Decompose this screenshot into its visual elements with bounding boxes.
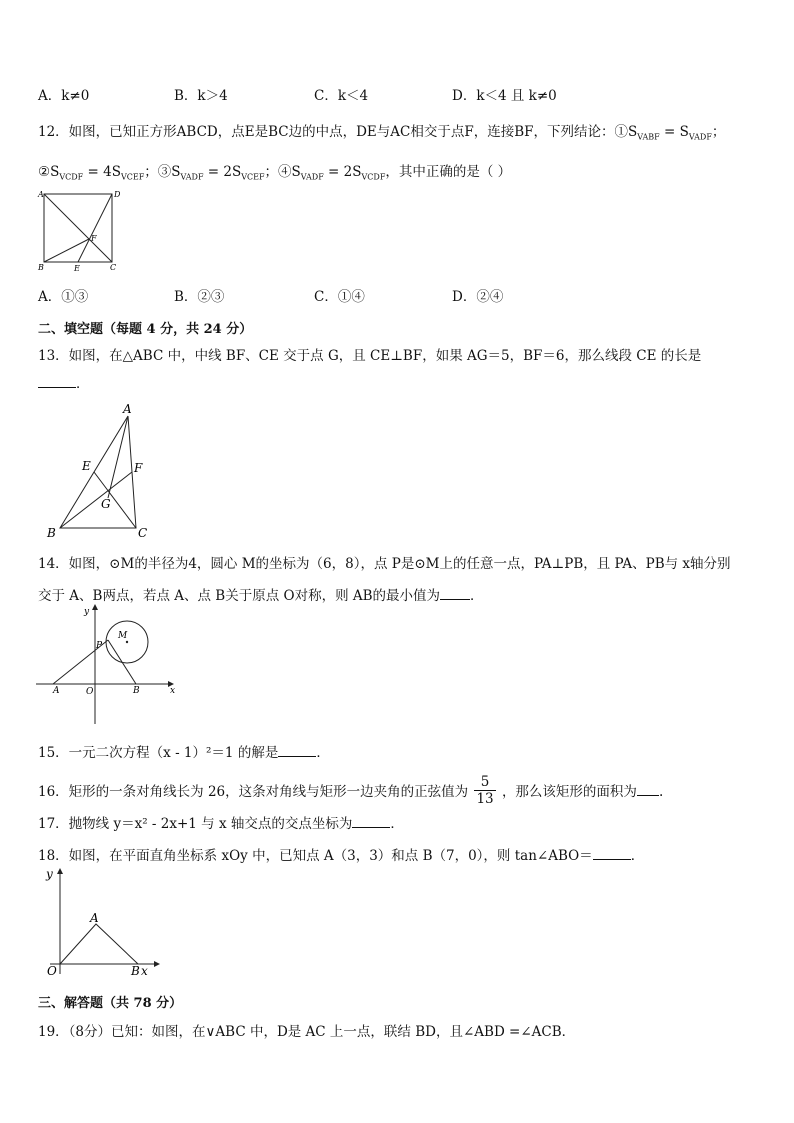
- q13-stem: 13．如图，在△ABC 中，中线 BF、CE 交于点 G，且 CE⊥BF，如果 AG＝5，BF＝6，那么线段 CE 的长是: [38, 348, 702, 364]
- q16-fraction: $\frac{5}{13}$: [476, 774, 494, 807]
- q17-blank[interactable]: [352, 815, 390, 828]
- q15-stem: 15．一元二次方程（x - 1）²＝1 的解是 ．: [38, 745, 330, 761]
- q12-option-d: D．②④: [452, 289, 504, 305]
- q18-coordinate-figure: [40, 866, 162, 978]
- label-y: y: [84, 607, 90, 617]
- label-a: A: [90, 911, 99, 925]
- q14-circle-figure: [36, 604, 181, 726]
- q13-blank[interactable]: [38, 375, 76, 388]
- q18-blank[interactable]: [593, 847, 631, 860]
- label-a: A: [123, 402, 132, 416]
- label-o: O: [47, 964, 57, 978]
- label-a: A: [53, 686, 60, 696]
- label-c: C: [110, 263, 117, 272]
- label-e: E: [82, 459, 91, 473]
- label-c: C: [138, 526, 148, 540]
- q12-stem-line1: 12．如图，已知正方形ABCD，点E是BC边的中点，DE与AC相交于点F，连接BF，下列结论：$①S_{VABF} = S_{VADF}$；: [38, 124, 726, 142]
- q14-blank[interactable]: [440, 587, 470, 600]
- q13-answer-line: ．: [38, 372, 90, 392]
- q17-stem: 17．抛物线 y＝x² - 2x+1 与 x 轴交点的交点坐标为 ．: [38, 816, 404, 832]
- label-y: y: [46, 867, 53, 881]
- q19-stem: 19．（8分）已知：如图，在∨ABC 中，D是 AC 上一点，联结 BD，且∠ABD =∠ACB．: [38, 1024, 576, 1040]
- label-b: B: [131, 964, 140, 978]
- q12-stem-line2: $②S_{VCDF} = 4S_{VCEF}$；$③S_{VADF} = 2S_{VCEF}$；$④S_{VADF} = 2S_{VCDF}$，其中正确的是（ ）: [38, 164, 512, 182]
- label-p: P: [96, 641, 103, 651]
- q11-option-b: B．k＞4: [174, 88, 228, 104]
- q12-option-a: A．①③: [38, 289, 89, 305]
- q11-option-c: C．k＜4: [314, 88, 369, 104]
- q12-option-b: B．②③: [174, 289, 225, 305]
- q13-triangle-figure: [44, 402, 156, 540]
- label-o: O: [86, 687, 94, 697]
- label-x: x: [170, 686, 176, 696]
- q12-square-figure: [34, 188, 124, 276]
- label-x: x: [141, 964, 148, 978]
- section-2-heading: 二、填空题（每题 4 分，共 24 分）: [38, 322, 253, 337]
- label-m: M: [118, 631, 128, 641]
- label-b: B: [133, 686, 140, 696]
- label-b: B: [38, 263, 44, 272]
- label-g: G: [101, 497, 111, 511]
- q15-blank[interactable]: [278, 744, 316, 757]
- q18-stem: 18．如图，在平面直角坐标系 xOy 中，已知点 A（3，3）和点 B（7，0），则 tan∠ABO＝ ．: [38, 848, 645, 864]
- q14-stem-line1: 14．如图，⊙M的半径为4，圆心 M的坐标为（6，8），点 P是⊙M上的任意一点，PA⊥PB，且 PA、PB与 x轴分别: [38, 556, 731, 572]
- label-b: B: [47, 526, 56, 540]
- q16-stem: 16．矩形的一条对角线长为 26，这条对角线与矩形一边夹角的正弦值为 $\frac{5}{13}$ ，那么该矩形的面积为 .: [38, 774, 664, 807]
- q14-stem-line2: 交于 A、B两点，若点 A、点 B关于原点 O对称，则 AB的最小值为 ．: [38, 588, 484, 604]
- label-e: E: [74, 264, 80, 273]
- q12-option-c: C．①④: [314, 289, 365, 305]
- q11-option-a: A．k≠0: [38, 88, 90, 104]
- q16-blank[interactable]: [637, 783, 659, 796]
- section-3-heading: 三、解答题（共 78 分）: [38, 996, 183, 1011]
- label-a: A: [38, 190, 44, 199]
- label-d: D: [114, 190, 121, 199]
- label-f: F: [134, 461, 143, 475]
- label-f: F: [91, 234, 97, 243]
- q11-option-d: D．k＜4 且 k≠0: [452, 88, 557, 104]
